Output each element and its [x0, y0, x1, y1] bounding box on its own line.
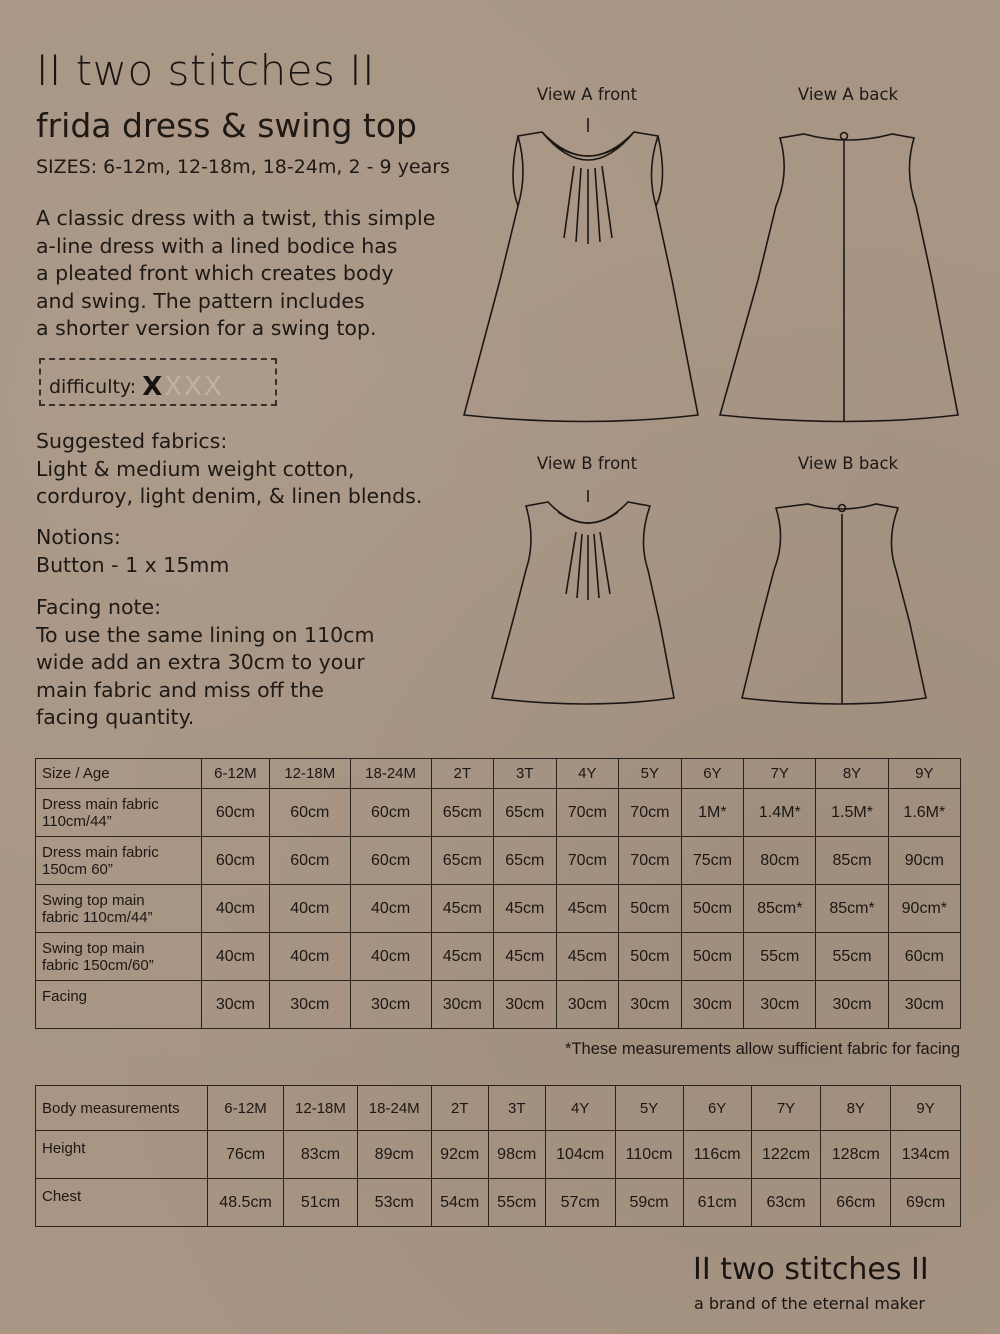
value-cell: 30cm: [350, 981, 431, 1029]
value-cell: 30cm: [556, 981, 619, 1029]
value-cell: 40cm: [202, 933, 270, 981]
facing-note-line: main fabric and miss off the: [36, 677, 324, 702]
value-cell: 30cm: [494, 981, 557, 1029]
description: [36, 205, 466, 343]
value-cell: 70cm: [556, 789, 619, 837]
difficulty-mark-filled: X: [142, 371, 163, 402]
value-cell: 65cm: [494, 837, 557, 885]
value-cell: 65cm: [494, 789, 557, 837]
table-row: [36, 981, 961, 1029]
value-cell: 30cm: [431, 981, 494, 1029]
value-cell: 69cm: [891, 1179, 961, 1227]
row-label-line: Height: [42, 1140, 86, 1157]
value-cell: 76cm: [208, 1131, 284, 1179]
value-cell: 40cm: [202, 885, 270, 933]
description-line: a-line dress with a lined bodice has: [36, 233, 398, 258]
brand-title: II two stitches II: [36, 46, 376, 95]
value-cell: 30cm: [269, 981, 350, 1029]
table-row: [36, 885, 961, 933]
value-cell: 65cm: [431, 837, 494, 885]
value-cell: 61cm: [683, 1179, 751, 1227]
difficulty-box: [39, 358, 277, 406]
value-cell: 1M*: [681, 789, 744, 837]
row-label-line: Facing: [42, 988, 88, 1005]
header-size-cell: 2T: [431, 1086, 488, 1131]
row-label-line: Swing top main: [42, 892, 145, 909]
row-label-line: 150cm 60”: [42, 861, 113, 878]
facing-note: [36, 594, 374, 732]
pattern-title: frida dress & swing top: [36, 106, 417, 145]
table-row: [36, 1131, 961, 1179]
view-a-back-dress-illustration: [718, 110, 978, 430]
row-label-cell: [36, 981, 202, 1029]
value-cell: 60cm: [269, 837, 350, 885]
value-cell: 1.6M*: [888, 789, 960, 837]
notions-heading: Notions:: [36, 525, 121, 549]
row-label-line: fabric 150cm/60”: [42, 957, 154, 974]
value-cell: 90cm: [888, 837, 960, 885]
header-size-cell: 7Y: [744, 759, 816, 789]
value-cell: 1.5M*: [816, 789, 888, 837]
difficulty-label: difficulty:: [49, 375, 137, 398]
row-label-cell: [36, 1179, 208, 1227]
row-label-line: Dress main fabric: [42, 844, 159, 861]
value-cell: 70cm: [619, 837, 682, 885]
footer-brand: II two stitches II: [693, 1252, 929, 1287]
body-measurements-table: [35, 1085, 961, 1227]
row-label-line: Dress main fabric: [42, 796, 159, 813]
view-a-back-label: View A back: [797, 85, 899, 104]
header-size-cell: 5Y: [615, 1086, 683, 1131]
row-label-cell: [36, 1131, 208, 1179]
header-size-cell: 7Y: [751, 1086, 821, 1131]
value-cell: 92cm: [431, 1131, 488, 1179]
value-cell: 57cm: [545, 1179, 615, 1227]
value-cell: 90cm*: [888, 885, 960, 933]
table-row: [36, 1179, 961, 1227]
value-cell: 110cm: [615, 1131, 683, 1179]
header-size-cell: 4Y: [545, 1086, 615, 1131]
header-size-cell: 8Y: [816, 759, 888, 789]
row-label-cell: [36, 933, 202, 981]
header-size-cell: 5Y: [619, 759, 682, 789]
header-size-cell: 4Y: [556, 759, 619, 789]
value-cell: 30cm: [202, 981, 270, 1029]
value-cell: 40cm: [269, 933, 350, 981]
description-line: a pleated front which creates body: [36, 261, 394, 285]
value-cell: 53cm: [357, 1179, 431, 1227]
value-cell: 45cm: [556, 885, 619, 933]
header-size-cell: 12-18M: [284, 1086, 358, 1131]
value-cell: 45cm: [431, 933, 494, 981]
value-cell: 60cm: [202, 837, 270, 885]
value-cell: 104cm: [545, 1131, 615, 1179]
value-cell: 60cm: [202, 789, 270, 837]
value-cell: 40cm: [350, 933, 431, 981]
footer-tagline: a brand of the eternal maker: [694, 1294, 925, 1313]
value-cell: 50cm: [619, 933, 682, 981]
facing-note-heading: Facing note:: [36, 595, 162, 619]
header-size-cell: 6Y: [683, 1086, 751, 1131]
description-line: and swing. The pattern includes: [36, 288, 365, 313]
value-cell: 80cm: [744, 837, 816, 885]
value-cell: 89cm: [357, 1131, 431, 1179]
value-cell: 83cm: [284, 1131, 358, 1179]
header-size-cell: 6-12M: [202, 759, 270, 789]
header-size-cell: 12-18M: [269, 759, 350, 789]
value-cell: 122cm: [751, 1131, 821, 1179]
sizes-line: SIZES: 6-12m, 12-18m, 18-24m, 2 - 9 years: [36, 156, 450, 178]
value-cell: 70cm: [556, 837, 619, 885]
fabric-requirements-table: [35, 758, 961, 1029]
difficulty-mark-empty: X: [203, 371, 222, 402]
value-cell: 30cm: [681, 981, 744, 1029]
table-header-row: [36, 759, 961, 789]
header-label-cell: Size / Age: [36, 759, 202, 789]
header-size-cell: 9Y: [888, 759, 960, 789]
description-line: A classic dress with a twist, this simple: [36, 206, 436, 230]
value-cell: 85cm*: [816, 885, 888, 933]
value-cell: 63cm: [751, 1179, 821, 1227]
value-cell: 85cm*: [744, 885, 816, 933]
notions-line: Button - 1 x 15mm: [36, 552, 230, 577]
header-size-cell: 9Y: [891, 1086, 961, 1131]
value-cell: 40cm: [350, 885, 431, 933]
value-cell: 60cm: [888, 933, 960, 981]
value-cell: 98cm: [488, 1131, 545, 1179]
facing-note-line: wide add an extra 30cm to your: [36, 650, 365, 674]
value-cell: 55cm: [744, 933, 816, 981]
table-row: [36, 837, 961, 885]
header-size-cell: 6Y: [681, 759, 744, 789]
description-line: a shorter version for a swing top.: [36, 316, 377, 340]
view-b-back-label: View B back: [797, 454, 899, 473]
suggested-fabrics-line: Light & medium weight cotton,: [36, 456, 355, 481]
row-label-line: fabric 110cm/44”: [42, 909, 153, 926]
row-label-line: Chest: [42, 1188, 82, 1205]
value-cell: 51cm: [284, 1179, 358, 1227]
value-cell: 54cm: [431, 1179, 488, 1227]
table-row: [36, 933, 961, 981]
row-label-line: Swing top main: [42, 940, 145, 957]
value-cell: 48.5cm: [208, 1179, 284, 1227]
header-size-cell: 8Y: [821, 1086, 891, 1131]
view-a-front-dress-illustration: [460, 110, 720, 430]
value-cell: 30cm: [619, 981, 682, 1029]
header-size-cell: 6-12M: [208, 1086, 284, 1131]
value-cell: 116cm: [683, 1131, 751, 1179]
value-cell: 50cm: [619, 885, 682, 933]
value-cell: 30cm: [888, 981, 960, 1029]
row-label-cell: [36, 789, 202, 837]
suggested-fabrics-heading: Suggested fabrics:: [36, 429, 228, 453]
value-cell: 45cm: [494, 885, 557, 933]
value-cell: 60cm: [269, 789, 350, 837]
value-cell: 50cm: [681, 885, 744, 933]
value-cell: 55cm: [488, 1179, 545, 1227]
row-label-cell: [36, 837, 202, 885]
value-cell: 75cm: [681, 837, 744, 885]
value-cell: 30cm: [816, 981, 888, 1029]
view-b-back-top-illustration: [736, 484, 966, 714]
header-size-cell: 2T: [431, 759, 494, 789]
value-cell: 134cm: [891, 1131, 961, 1179]
facing-note-line: To use the same lining on 110cm: [36, 622, 375, 647]
value-cell: 65cm: [431, 789, 494, 837]
difficulty-mark-empty: X: [184, 371, 202, 402]
value-cell: 59cm: [615, 1179, 683, 1227]
value-cell: 45cm: [431, 885, 494, 933]
header-size-cell: 3T: [488, 1086, 545, 1131]
value-cell: 55cm: [816, 933, 888, 981]
header-label-cell: Body measurements: [36, 1086, 208, 1131]
view-b-front-label: View B front: [536, 454, 638, 473]
view-a-front-label: View A front: [536, 85, 638, 104]
value-cell: 45cm: [556, 933, 619, 981]
difficulty-mark-empty: X: [164, 371, 183, 402]
table-header-row: [36, 1086, 961, 1131]
value-cell: 66cm: [821, 1179, 891, 1227]
row-label-cell: [36, 885, 202, 933]
value-cell: 128cm: [821, 1131, 891, 1179]
notions: [36, 524, 229, 579]
suggested-fabrics: [36, 428, 422, 511]
value-cell: 30cm: [744, 981, 816, 1029]
facing-note-line: facing quantity.: [36, 705, 195, 729]
suggested-fabrics-line: corduroy, light denim, & linen blends.: [36, 484, 423, 508]
footnote: *These measurements allow sufficient fabric for facing: [565, 1040, 960, 1058]
value-cell: 40cm: [269, 885, 350, 933]
header-size-cell: 18-24M: [350, 759, 431, 789]
value-cell: 70cm: [619, 789, 682, 837]
table-row: [36, 789, 961, 837]
view-b-front-top-illustration: [478, 484, 708, 714]
header-size-cell: 3T: [494, 759, 557, 789]
header-size-cell: 18-24M: [357, 1086, 431, 1131]
value-cell: 60cm: [350, 789, 431, 837]
value-cell: 60cm: [350, 837, 431, 885]
value-cell: 85cm: [816, 837, 888, 885]
value-cell: 50cm: [681, 933, 744, 981]
value-cell: 45cm: [494, 933, 557, 981]
value-cell: 1.4M*: [744, 789, 816, 837]
row-label-line: 110cm/44”: [42, 813, 112, 830]
difficulty-rating: [142, 371, 222, 402]
